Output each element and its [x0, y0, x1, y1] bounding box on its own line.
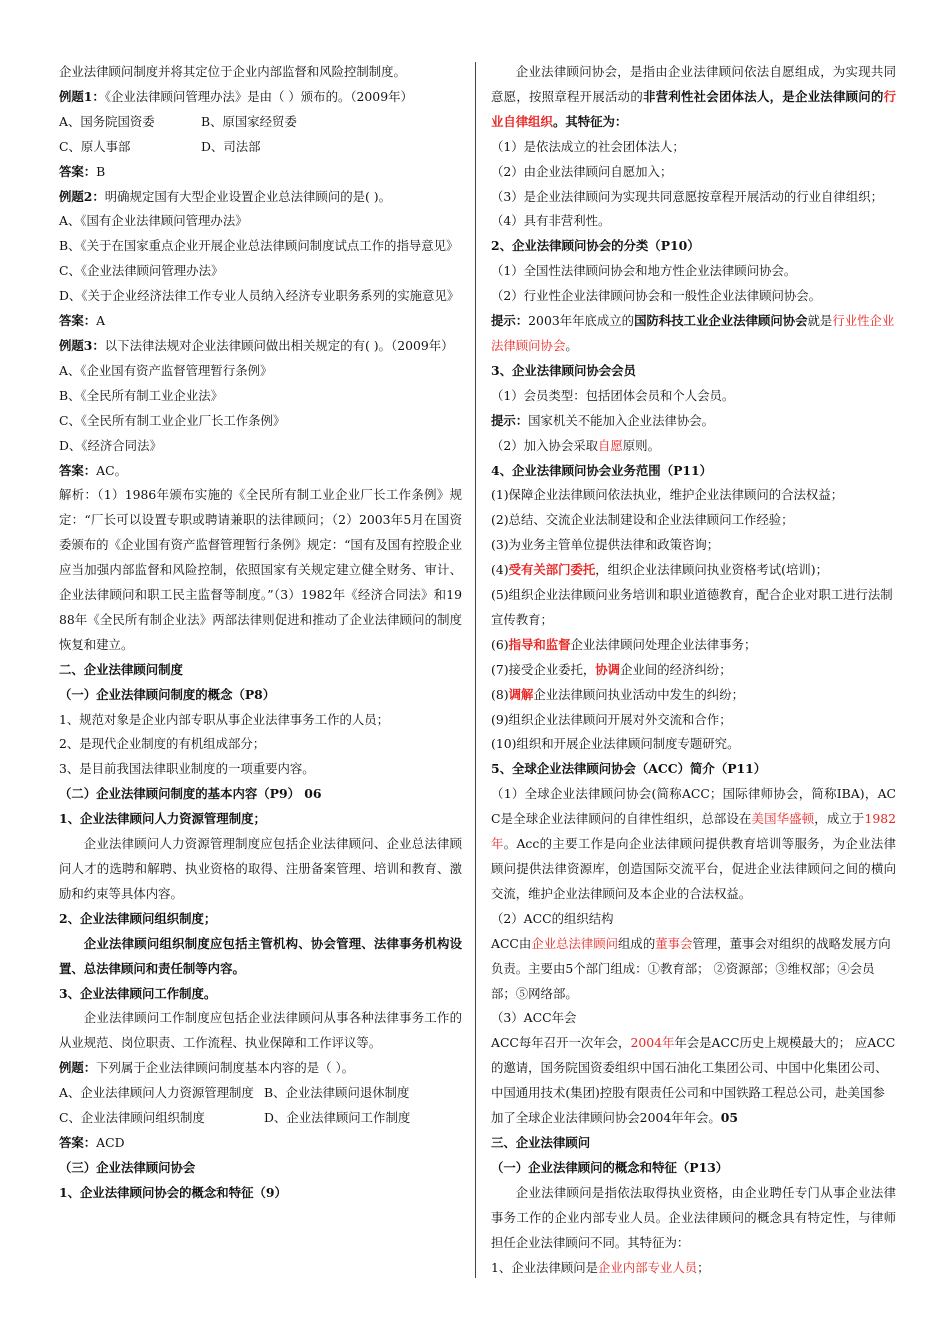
text-run: 受有关部门委托	[508, 562, 596, 578]
text-run: (7)接受企业委托，	[491, 661, 596, 677]
paragraph	[491, 932, 896, 1007]
paragraph	[491, 1006, 896, 1031]
section-heading: 2、企业法律顾问协会的分类（P10）	[491, 238, 700, 254]
paragraph	[59, 284, 462, 309]
section-heading: 三、企业法律顾问	[491, 1134, 591, 1150]
text-run: 组成的	[618, 935, 656, 951]
section-heading: （一）企业法律顾问制度的概念（P8）	[59, 686, 276, 702]
section-heading: （二）企业法律顾问制度的基本内容（P9） 06	[59, 786, 322, 802]
paragraph	[59, 359, 462, 384]
option-row	[59, 1081, 462, 1106]
paragraph	[59, 334, 462, 359]
paragraph	[491, 1256, 896, 1281]
text-run: 1、规范对象是企业内部专职从事企业法律事务工作的人员；	[59, 711, 390, 727]
paragraph	[491, 135, 896, 160]
text-run: （1）会员类型：包括团体会员和个人会员。	[491, 387, 735, 403]
paragraph	[491, 558, 896, 583]
text-run: C、企业法律顾问组织制度	[59, 1110, 205, 1126]
paragraph	[59, 483, 462, 657]
text-run: （2）ACC的组织结构	[491, 910, 614, 926]
text-run: 答案：	[59, 313, 97, 329]
text-run: 董事会	[655, 935, 693, 951]
text-run: A、国务院国资委	[59, 113, 155, 129]
text-run: A、《国有企业法律顾问管理办法》	[59, 213, 248, 229]
text-run: 答案：	[59, 163, 97, 179]
text-run: ，组织企业法律顾问执业资格考试(培训)；	[595, 562, 828, 578]
text-run: 国防科技工业企业法律顾问协会	[634, 313, 808, 329]
paragraph	[491, 708, 896, 733]
text-run: 1982年	[491, 811, 897, 852]
paragraph	[491, 434, 896, 459]
paragraph	[491, 508, 896, 533]
text-run: 就是	[807, 313, 833, 329]
text-run: （4）具有非营利性。	[491, 213, 611, 229]
text-run: 例题：	[59, 1060, 97, 1076]
text-run: 1、企业法律顾问是	[491, 1259, 599, 1275]
text-run: 年会是ACC历史上规模最大的； 应ACC的邀请，国务院国资委组织中国石油化工集团公司、中国中化集团公司、中国通用技术(集团)控股有限责任公司和中国铁路工程总公司，赴美国参加了全球企业法律顾问协会2004年年会。	[491, 1035, 896, 1126]
text-run: 例题2：	[59, 188, 105, 204]
column-divider	[475, 62, 476, 1278]
text-run: 原则。	[622, 437, 660, 453]
text-run: 企业法律顾问协会，是指由企业法律顾问依法自愿组成，为实现共同意愿，按照章程开展活动的	[491, 64, 896, 104]
text-run: （3）是企业法律顾问为实现共同意愿按章程开展活动的行业自律组织；	[491, 188, 883, 204]
text-run: 管理，董事会对组织的战略发展方向负责。主要由5个部门组成：①教育部； ②资源部；③维权部；④会员部；⑤网络部。	[491, 935, 891, 1001]
text-run: 调解	[508, 686, 534, 702]
paragraph	[59, 309, 462, 334]
text-run: 企业法律顾问工作制度应包括企业法律顾问从事各种法律事务工作的从业规范、岗位职责、工作流程、执业保障和工作评议等。	[59, 1010, 462, 1051]
text-run: 企业法律顾问处理企业法律事务；	[570, 636, 757, 652]
text-run: （1）全球企业法律顾问协会(简称ACC；国际律师协会，简称IBA)，ACC是全球企业法律顾问的自律性组织，总部设在	[491, 786, 896, 827]
text-run: (4)	[491, 562, 509, 578]
text-run: ，成立于	[814, 811, 865, 827]
paragraph	[491, 384, 896, 409]
text-run: 国家机关不能加入企业法律协会。	[528, 412, 715, 428]
paragraph	[491, 732, 896, 757]
paragraph	[491, 1031, 896, 1131]
text-run: 答案：	[59, 1134, 97, 1150]
text-run: 05	[720, 1110, 739, 1126]
text-run: (10)组织和开展企业法律顾问制度专题研究。	[491, 736, 740, 752]
paragraph	[491, 583, 896, 633]
text-run: （1）全国性法律顾问协会和地方性企业法律顾问协会。	[491, 263, 797, 279]
paragraph	[491, 1181, 896, 1256]
text-run: ；	[697, 1259, 710, 1275]
text-run: 2004年	[630, 1035, 675, 1051]
section-heading: （一）企业法律顾问的概念和特征（P13）	[491, 1159, 729, 1175]
text-run: 企业法律顾问人力资源管理制度应包括企业法律顾问、企业总法律顾问人才的选聘和解聘、执业资格的取得、注册备案管理、培训和教育、激励和约束等具体内容。	[59, 836, 462, 901]
text-run: 明确规定国有大型企业设置企业总法律顾问的是( )。	[104, 188, 391, 204]
text-run: C、原人事部	[59, 138, 131, 154]
text-run: 。	[565, 337, 578, 353]
text-run: B、《关于在国家重点企业开展企业总法律顾问制度试点工作的指导意见》	[59, 238, 459, 254]
text-run: 行业自律组织	[491, 88, 897, 129]
text-run: 解析：（1）1986年颁布实施的《全民所有制工业企业厂长工作条例》规定：“厂长可以设置专职或聘请兼职的法律顾问；（2）2003年5月在国资委颁布的《企业国有资产监督管理暂行条例》规定：“国有及国有控股企业应当加强内部监督和风险控制，依照国家有关规定建立健全财务、审计、企业法律顾问和职工民主监督等制度。”（3）1982年《经济合同法》和1988年《全民所有制企业法》两部法律则促进和推动了企业法律顾问的制度恢复和建立。	[59, 487, 462, 652]
text-run: C、《全民所有制工业企业厂长工作条例》	[59, 412, 286, 428]
section-heading: 3、企业法律顾问协会会员	[491, 362, 636, 378]
paragraph	[59, 259, 462, 284]
paragraph	[491, 683, 896, 708]
paragraph	[491, 60, 896, 135]
paragraph	[491, 533, 896, 558]
text-run: C、《企业法律顾问管理办法》	[59, 263, 224, 279]
section-heading: 5、全球企业法律顾问协会（ACC）简介（P11）	[491, 761, 767, 777]
text-run: 企业内部专业人员	[598, 1259, 698, 1275]
paragraph	[491, 160, 896, 185]
text-run: (6)	[491, 636, 509, 652]
text-run: 企业法律顾问执业活动中发生的纠纷；	[533, 686, 744, 702]
paragraph	[59, 832, 462, 907]
text-run: 非营利性社会团体法人，是企业法律顾问的	[642, 88, 884, 104]
paragraph	[59, 60, 462, 85]
text-run: 美国华盛顿	[751, 811, 815, 827]
text-run: 企业法律顾问制度并将其定位于企业内部监督和风险控制制度。	[59, 64, 406, 79]
text-run: AC。	[96, 462, 127, 478]
paragraph	[491, 633, 896, 658]
paragraph	[491, 185, 896, 210]
text-run: 例题1：	[59, 88, 105, 104]
text-run: 2、是现代企业制度的有机组成部分；	[59, 736, 266, 752]
text-run: 下列属于企业法律顾问制度基本内容的是（ ）。	[96, 1060, 355, 1076]
paragraph	[491, 259, 896, 284]
text-run: 提示：	[491, 412, 529, 428]
text-run: D、《关于企业经济法律工作专业人员纳入经济专业职务系列的实施意见》	[59, 288, 460, 304]
text-run: B、《全民所有制工业企业法》	[59, 387, 223, 403]
text-run: （2）由企业法律顾问自愿加入；	[491, 163, 673, 179]
paragraph	[491, 907, 896, 932]
text-run: ACC每年召开一次年会，	[491, 1035, 631, 1051]
text-run: 。Acc的主要工作是向企业法律顾问提供教育培训等服务，为企业法律顾问提供法律资源库，创造国际交流平台，促进企业法律顾问之间的横向交流，维护企业法律顾问及本企业的合法权益。	[491, 836, 897, 901]
text-run: 提示：	[491, 313, 529, 329]
text-run: 行业性企业法律顾问协会	[491, 313, 895, 353]
text-run: 以下法律法规对企业法律顾问做出相关规定的有( )。（2009年）	[104, 337, 454, 353]
paragraph	[59, 708, 462, 733]
paragraph	[59, 459, 462, 484]
section-heading: 2、企业法律顾问组织制度；	[59, 910, 217, 926]
paragraph	[491, 782, 896, 907]
paragraph	[59, 185, 462, 210]
text-run: 企业间的经济纠纷；	[620, 661, 732, 677]
text-run: (5)组织企业法律顾问业务培训和职业道德教育，配合企业对职工进行法制宣传教育；	[491, 587, 893, 627]
paragraph	[59, 234, 462, 259]
text-run: 2003年年底成立的	[528, 313, 635, 329]
section-heading: 3、企业法律顾问工作制度。	[59, 985, 217, 1001]
paragraph	[59, 1131, 462, 1156]
left-column	[59, 60, 462, 1206]
text-run: 。其特征为：	[552, 113, 628, 129]
option-row	[59, 110, 462, 135]
option-row	[59, 135, 462, 160]
text-run: （3）ACC年会	[491, 1010, 577, 1026]
text-run: (2)总结、交流企业法制建设和企业法律顾问工作经验；	[491, 512, 794, 528]
right-column	[491, 60, 896, 1280]
paragraph	[59, 1006, 462, 1056]
text-run: （2）加入协会采取	[491, 437, 599, 453]
text-run: （1）是依法成立的社会团体法人；	[491, 138, 685, 154]
paragraph	[59, 160, 462, 185]
text-run: A	[96, 313, 106, 329]
text-run: B、企业法律顾问退休制度	[264, 1085, 410, 1101]
paragraph	[59, 1056, 462, 1081]
paragraph	[59, 384, 462, 409]
paragraph: 企业法律顾问组织制度应包括主管机构、协会管理、法律事务机构设置、总法律顾问和责任制等内容。	[59, 935, 462, 976]
text-run: （2）行业性企业法律顾问协会和一般性企业法律顾问协会。	[491, 288, 822, 304]
paragraph	[491, 209, 896, 234]
section-heading: 4、企业法律顾问协会业务范围（P11）	[491, 462, 713, 478]
text-run: 例题3：	[59, 337, 105, 353]
paragraph	[59, 209, 462, 234]
paragraph	[491, 658, 896, 683]
paragraph	[59, 409, 462, 434]
paragraph	[59, 434, 462, 459]
text-run: 《企业法律顾问管理办法》是由（ ）颁布的。（2009年）	[104, 88, 413, 104]
paragraph	[59, 85, 462, 110]
text-run: 自愿	[598, 437, 623, 453]
text-run: (1)保障企业法律顾问依法执业，维护企业法律顾问的合法权益；	[491, 487, 844, 503]
text-run: D、《经济合同法》	[59, 437, 162, 453]
text-run: 答案：	[59, 462, 97, 478]
paragraph	[491, 409, 896, 434]
text-run: 3、是目前我国法律职业制度的一项重要内容。	[59, 761, 315, 777]
text-run: A、《企业国有资产监督管理暂行条例》	[59, 362, 273, 378]
text-run: B	[96, 163, 106, 179]
section-heading: 二、企业法律顾问制度	[59, 661, 183, 677]
section-heading: 1、企业法律顾问协会的概念和特征（9）	[59, 1184, 287, 1200]
paragraph	[491, 284, 896, 309]
text-run: 企业法律顾问是指依法取得执业资格，由企业聘任专门从事企业法律事务工作的企业内部专业人员。企业法律顾问的概念具有特定性，与律师担任企业法律顾问不同。其特征为：	[491, 1184, 896, 1250]
text-run: (8)	[491, 686, 509, 702]
text-run: (3)为业务主管单位提供法律和政策咨询；	[491, 537, 720, 553]
text-run: ACC由	[491, 935, 532, 951]
paragraph	[59, 732, 462, 757]
text-run: B、原国家经贸委	[201, 113, 297, 129]
text-run: 协调	[595, 661, 621, 677]
text-run: D、企业法律顾问工作制度	[264, 1110, 411, 1126]
section-heading: 1、企业法律顾问人力资源管理制度；	[59, 811, 266, 827]
paragraph	[491, 309, 896, 359]
text-run: ACD	[96, 1134, 125, 1150]
paragraph	[491, 483, 896, 508]
text-run: D、司法部	[201, 138, 261, 154]
text-run: A、企业法律顾问人力资源管理制度	[59, 1085, 254, 1101]
section-heading: （三）企业法律顾问协会	[59, 1159, 196, 1175]
text-run: 指导和监督	[508, 636, 571, 652]
text-run: 企业总法律顾问	[531, 935, 619, 951]
text-run: (9)组织企业法律顾问开展对外交流和合作；	[491, 711, 732, 727]
paragraph	[59, 757, 462, 782]
option-row	[59, 1106, 462, 1131]
